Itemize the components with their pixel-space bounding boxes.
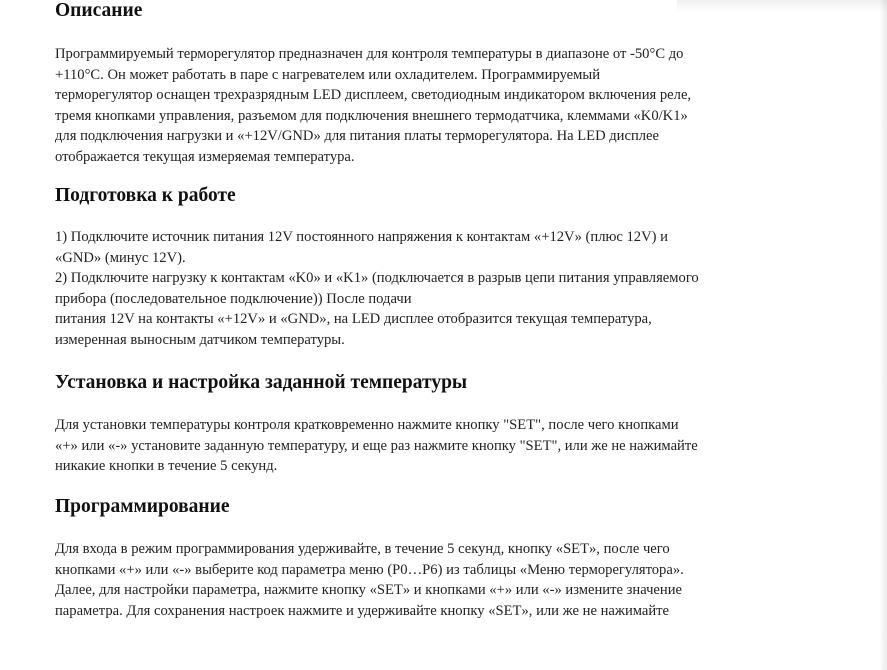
section-body-preparation: 1) Подключите источник питания 12V постоянного напряжения к контактам «+12V» (плюс 12V) и «GND» (минус 12V). 2) Подключите нагрузку к контактам «K0» и «K1» (подключается в разрыв цепи питания управляемого прибора (последовательное подключение)) После подачи питания 12V на контакты «+12V» и «GND», на LED дисплее отобразится текущая температура, измеренная выносным датчиком температуры. bbox=[55, 229, 699, 348]
section-body-programming: Для входа в режим программирования удерживайте, в течение 5 секунд, кнопку «SET», после чего кнопками «+» или «-» выберите код параметра меню (P0…P6) из таблицы «Меню терморегулятора». Далее, для настройки параметра, нажмите кнопку «SET» и кнопками «+» или «-» измените значение параметра. Для сохранения настроек нажмите и удерживайте кнопку «SET», или же не нажимайте bbox=[55, 541, 684, 619]
section-heading-programming: Программирование bbox=[55, 496, 230, 517]
page-edge-shadow bbox=[879, 0, 887, 670]
section-heading-temperature-setup: Установка и настройка заданной температуры bbox=[55, 372, 468, 393]
page-corner-shade bbox=[677, 0, 887, 12]
section-body-temperature-setup: Для установки температуры контроля кратковременно нажмите кнопку "SET", после чего кнопками «+» или «-» установите заданную температуру, и еще раз нажмите кнопку "SET", или же не нажимайте никакие кнопки в течение 5 секунд. bbox=[55, 417, 698, 474]
section-heading-preparation: Подготовка к работе bbox=[55, 185, 236, 206]
section-heading-description: Описание bbox=[55, 0, 143, 21]
section-body-description: Программируемый терморегулятор предназначен для контроля температуры в диапазоне от -50°C до +110°C. Он может работать в паре с нагревателем или охладителем. Программируемый терморегулятор оснащен трехразрядным LED дисплеем, светодиодным индикатором включения реле, тремя кнопками управления, разъемом для подключения внешнего термодатчика, клеммами «K0/K1» для подключения нагрузки и «+12V/GND» для питания платы терморегулятора. На LED дисплее отображается текущая измеряемая температура. bbox=[55, 46, 692, 165]
